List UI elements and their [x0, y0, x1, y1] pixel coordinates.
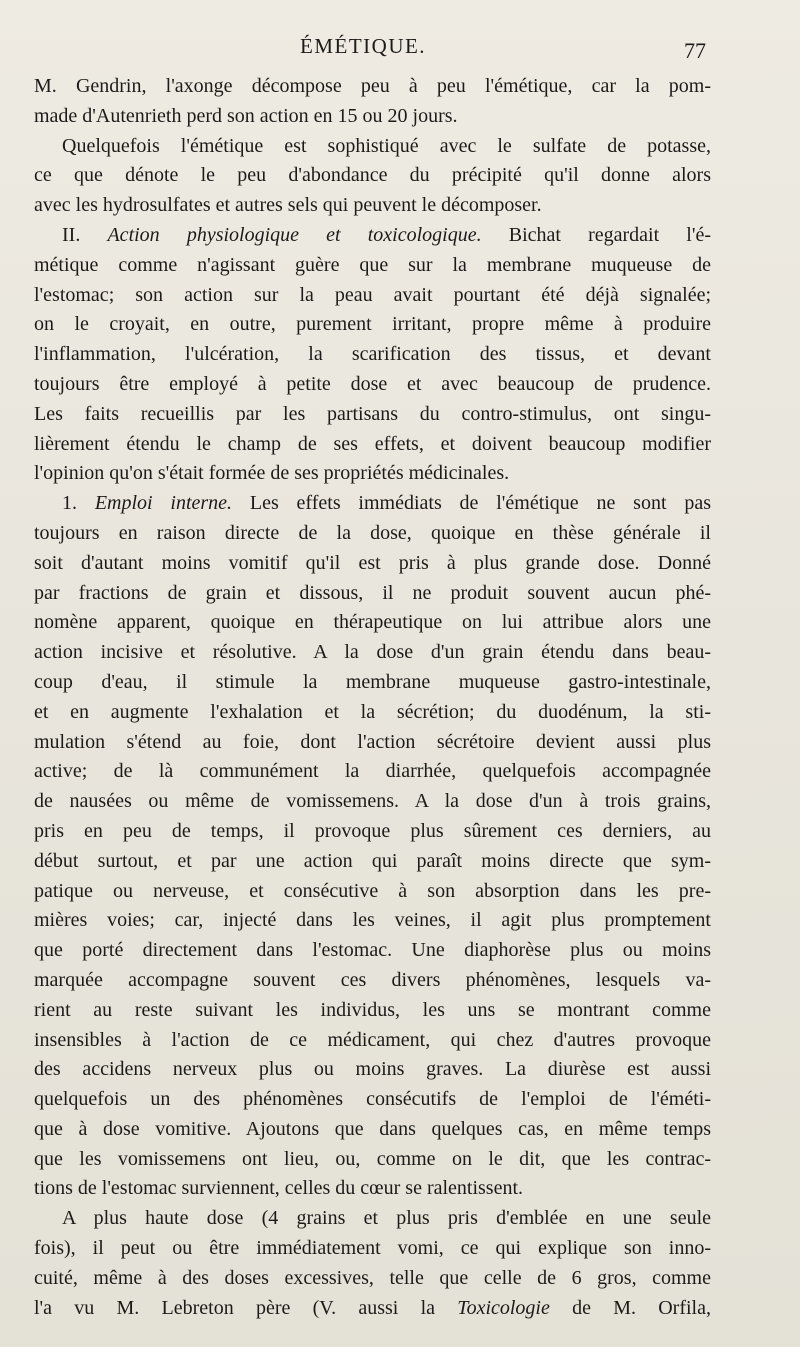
text-line: Les faits recueillis par les partisans du contro-stimulus, ont singu- [34, 402, 711, 425]
paragraph [34, 132, 711, 221]
text-line: toujours en raison directe de la dose, quoique en thèse générale il [34, 521, 711, 544]
text-line: on le croyait, en outre, purement irritant, propre même à produire [34, 313, 711, 336]
text-line: tions de l'estomac surviennent, celles du cœur se ralentissent. [34, 1177, 524, 1200]
text-line: toujours être employé à petite dose et avec beaucoup de prudence. [34, 372, 711, 395]
paragraph [34, 489, 711, 1204]
text-line: l'inflammation, l'ulcération, la scarification des tissus, et devant [34, 343, 711, 366]
text-line: active; de là communément la diarrhée, quelquefois accompagnée [34, 760, 711, 783]
text-line: début surtout, et par une action qui paraît moins directe que sym- [34, 849, 711, 872]
text-fragment: l'a vu M. Lebreton père (V. aussi la [34, 1296, 458, 1319]
running-title: ÉMÉTIQUE. [300, 34, 427, 58]
text-line: pris en peu de temps, il provoque plus sûrement ces derniers, au [34, 819, 711, 842]
text-fragment: Bichat regardait l'é- [508, 223, 711, 246]
section-heading-line [34, 221, 711, 251]
text-line: insensibles à l'action de ce médicament, qui chez d'autres provoque [34, 1028, 711, 1051]
text-line: que les vomissemens ont lieu, ou, comme on le dit, que les contrac- [34, 1147, 711, 1170]
paragraph [34, 221, 711, 489]
text-line: des accidens nerveux plus ou moins graves. La diurèse est aussi [34, 1058, 711, 1081]
text-line: que à dose vomitive. Ajoutons que dans quelques cas, en même temps [34, 1117, 711, 1140]
text-line: made d'Autenrieth perd son action en 15 ou 20 jours. [34, 104, 458, 127]
text-line: l'estomac; son action sur la peau avait pourtant été déjà signalée; [34, 283, 711, 306]
text-line: ce que dénote le peu d'abondance du précipité qu'il donne alors [34, 164, 711, 187]
text-line: cuité, même à des doses excessives, telle que celle de 6 gros, comme [34, 1266, 711, 1289]
text-line: M. Gendrin, l'axonge décompose peu à peu l'émétique, car la pom- [34, 75, 711, 97]
page-number: 77 [684, 38, 706, 63]
subsection-number: 1. [62, 492, 95, 515]
text-line: A plus haute dose (4 grains et plus pris d'emblée en une seule [62, 1207, 711, 1230]
final-line [34, 1294, 711, 1324]
text-line: mières voies; car, injecté dans les veines, il agit plus promptement [34, 909, 711, 932]
text-fragment: de M. Orfila, [572, 1296, 711, 1319]
text-line: coup d'eau, il stimule la membrane muqueuse gastro-intestinale, [34, 670, 711, 693]
section-number: II. [62, 223, 108, 246]
text-line: marquée accompagne souvent ces divers phénomènes, lesquels va- [34, 968, 711, 991]
text-line: par fractions de grain et dissous, il ne produit souvent aucun phé- [34, 581, 711, 604]
section-title: Action physiologique et toxicologique. [107, 223, 509, 246]
subsection-heading-line [34, 489, 711, 519]
book-title-reference: Toxicologie [457, 1296, 573, 1319]
text-line: et en augmente l'exhalation et la sécrétion; du duodénum, la sti- [34, 700, 711, 723]
paragraph [34, 72, 711, 132]
text-line: nomène apparent, quoique en thérapeutique on lui attribue alors une [34, 611, 711, 634]
text-line: patique ou nerveuse, et consécutive à son absorption dans les pre- [34, 879, 711, 902]
subsection-title: Emploi interne. [94, 492, 250, 515]
text-line: que porté directement dans l'estomac. Une diaphorèse plus ou moins [34, 939, 711, 962]
text-line: de nausées ou même de vomissemens. A la dose d'un à trois grains, [34, 790, 711, 813]
running-head [0, 34, 800, 74]
text-line: lièrement étendu le champ de ses effets, et doivent beaucoup modifier [34, 432, 711, 455]
text-line: action incisive et résolutive. A la dose d'un grain étendu dans beau- [34, 641, 711, 664]
text-fragment: Les effets immédiats de l'émétique ne sont pas [249, 492, 711, 515]
text-line: l'opinion qu'on s'était formée de ses propriétés médicinales. [34, 462, 510, 485]
body-text [34, 72, 711, 1323]
paragraph [34, 1204, 711, 1323]
text-line: quelquefois un des phénomènes consécutifs de l'emploi de l'éméti- [34, 1088, 711, 1111]
text-line: mulation s'étend au foie, dont l'action sécrétoire devient aussi plus [34, 730, 711, 753]
text-line: soit d'autant moins vomitif qu'il est pris à plus grande dose. Donné [34, 551, 711, 574]
text-line: Quelquefois l'émétique est sophistiqué avec le sulfate de potasse, [62, 134, 711, 157]
text-line: rient au reste suivant les individus, les uns se montrant comme [34, 998, 711, 1021]
text-line: métique comme n'agissant guère que sur la membrane muqueuse de [34, 253, 711, 276]
text-line: avec les hydrosulfates et autres sels qui peuvent le décomposer. [34, 194, 542, 217]
text-line: fois), il peut ou être immédiatement vomi, ce qui explique son inno- [34, 1237, 711, 1260]
